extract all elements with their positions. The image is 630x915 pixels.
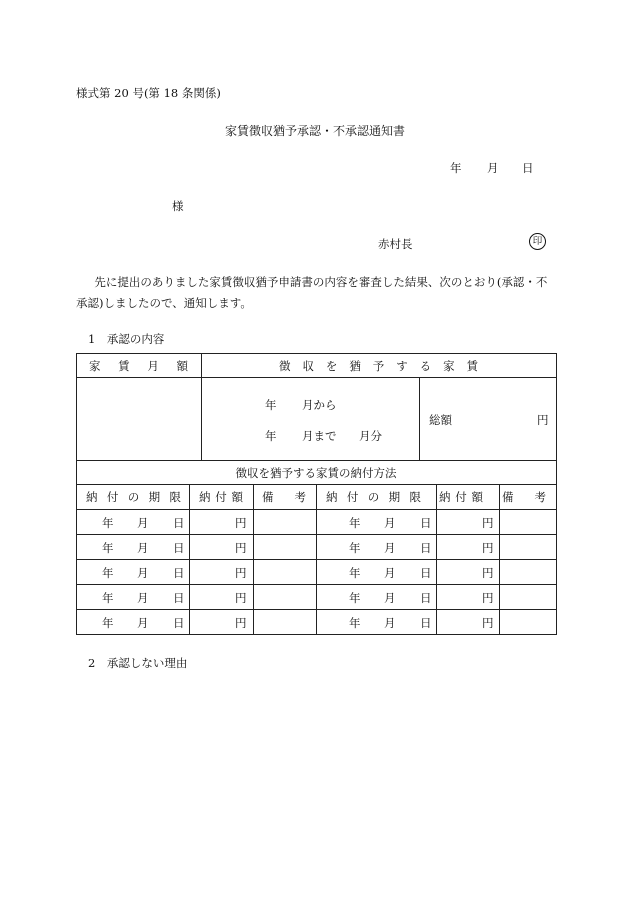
row-month: 月 <box>384 616 396 630</box>
column-remarks <box>262 489 306 505</box>
header-char: 額 <box>471 490 483 504</box>
row-year: 年 <box>102 541 114 555</box>
row-yen: 円 <box>482 591 494 605</box>
table-rule <box>436 484 437 635</box>
sender-name: 赤村長 <box>378 237 413 251</box>
header-char: 納 <box>326 490 338 504</box>
body-text: 先に提出のありました家賃徴収猶予申請書の内容を審査した結果、次のとおり(承認・不承認)しましたので、通知します。 <box>76 275 548 310</box>
row-year: 年 <box>102 591 114 605</box>
table-rule <box>201 353 202 461</box>
header-char: の <box>367 490 380 504</box>
table-rule <box>419 377 420 461</box>
section-1-heading: 1 承認の内容 <box>88 332 165 346</box>
header-deferred-rent <box>279 358 478 374</box>
header-char: 備 <box>502 490 514 504</box>
row-year: 年 <box>102 616 114 630</box>
period-to-month: 月まで <box>302 429 337 443</box>
row-yen: 円 <box>235 566 247 580</box>
header-char: 期 <box>148 490 161 504</box>
row-month: 月 <box>137 541 149 555</box>
row-day: 日 <box>420 591 432 605</box>
header-char: 額 <box>176 359 188 373</box>
period-months: 月分 <box>359 429 382 443</box>
total-unit: 円 <box>537 413 549 427</box>
header-char: 額 <box>231 490 243 504</box>
header-char: 予 <box>372 359 385 373</box>
row-yen: 円 <box>482 616 494 630</box>
row-month: 月 <box>137 566 149 580</box>
header-char: 付 <box>346 490 359 504</box>
section-2-heading: 2 承認しない理由 <box>88 656 188 670</box>
header-char: 限 <box>169 490 181 504</box>
header-char: の <box>127 490 140 504</box>
header-char: 納 <box>199 490 211 504</box>
row-day: 日 <box>173 516 185 530</box>
header-char: 納 <box>86 490 98 504</box>
row-month: 月 <box>384 591 396 605</box>
date-year-label: 年 <box>450 161 462 175</box>
row-year: 年 <box>349 541 361 555</box>
row-month: 月 <box>384 541 396 555</box>
header-char: 家 <box>89 359 101 373</box>
header-char: を <box>325 359 338 373</box>
seal-mark: 印 <box>529 233 546 250</box>
total-label: 総額 <box>429 413 452 427</box>
header-char: 限 <box>409 490 421 504</box>
column-amount <box>199 489 243 505</box>
row-year: 年 <box>102 566 114 580</box>
row-yen: 円 <box>482 541 494 555</box>
table-rule <box>76 460 557 461</box>
row-year: 年 <box>349 516 361 530</box>
period-from-year: 年 <box>265 398 277 412</box>
column-deadline <box>86 489 181 505</box>
table-rule <box>556 353 557 635</box>
header-char: る <box>419 359 432 373</box>
header-char: 付 <box>455 490 467 504</box>
row-year: 年 <box>349 591 361 605</box>
header-char: 家 <box>443 359 455 373</box>
column-deadline <box>326 489 421 505</box>
column-amount <box>439 489 483 505</box>
header-char: 考 <box>534 490 546 504</box>
table-rule <box>189 484 190 635</box>
row-day: 日 <box>420 541 432 555</box>
row-day: 日 <box>173 616 185 630</box>
row-day: 日 <box>173 591 185 605</box>
row-year: 年 <box>349 566 361 580</box>
row-month: 月 <box>137 591 149 605</box>
row-month: 月 <box>384 566 396 580</box>
row-yen: 円 <box>235 541 247 555</box>
row-yen: 円 <box>235 616 247 630</box>
row-day: 日 <box>420 616 432 630</box>
date-month-label: 月 <box>487 161 499 175</box>
row-month: 月 <box>384 516 396 530</box>
table-rule <box>253 484 254 635</box>
period-to-year: 年 <box>265 429 277 443</box>
date-day-label: 日 <box>522 161 534 175</box>
row-day: 日 <box>173 541 185 555</box>
period-from-month: 月から <box>302 398 337 412</box>
header-char: 付 <box>106 490 119 504</box>
header-char: 賃 <box>466 359 478 373</box>
header-char: 収 <box>302 359 314 373</box>
header-char: 徴 <box>279 359 291 373</box>
header-char: 猶 <box>349 359 361 373</box>
header-char: 備 <box>262 490 274 504</box>
form-number: 様式第 20 号(第 18 条関係) <box>76 86 221 100</box>
row-yen: 円 <box>482 516 494 530</box>
header-char: 期 <box>388 490 401 504</box>
table-rule <box>76 353 77 635</box>
payment-method-header: 徴収を猶予する家賃の納付方法 <box>235 466 397 480</box>
table-rule <box>316 484 317 635</box>
header-char: 付 <box>215 490 227 504</box>
row-year: 年 <box>102 516 114 530</box>
row-month: 月 <box>137 516 149 530</box>
header-char: 賃 <box>118 359 130 373</box>
header-char: 月 <box>147 359 159 373</box>
column-remarks <box>502 489 546 505</box>
document-title: 家賃徴収猶予承認・不承認通知書 <box>224 124 405 138</box>
row-day: 日 <box>420 566 432 580</box>
row-yen: 円 <box>235 591 247 605</box>
row-month: 月 <box>137 616 149 630</box>
row-year: 年 <box>349 616 361 630</box>
row-yen: 円 <box>482 566 494 580</box>
table-rule <box>76 353 557 354</box>
table-rule <box>76 377 557 378</box>
row-day: 日 <box>173 566 185 580</box>
table-rule <box>499 484 500 635</box>
header-char: 考 <box>294 490 306 504</box>
row-yen: 円 <box>235 516 247 530</box>
row-day: 日 <box>420 516 432 530</box>
header-char: 納 <box>439 490 451 504</box>
recipient-suffix: 様 <box>172 199 184 213</box>
header-rent-monthly <box>89 358 188 374</box>
header-char: す <box>396 359 408 373</box>
